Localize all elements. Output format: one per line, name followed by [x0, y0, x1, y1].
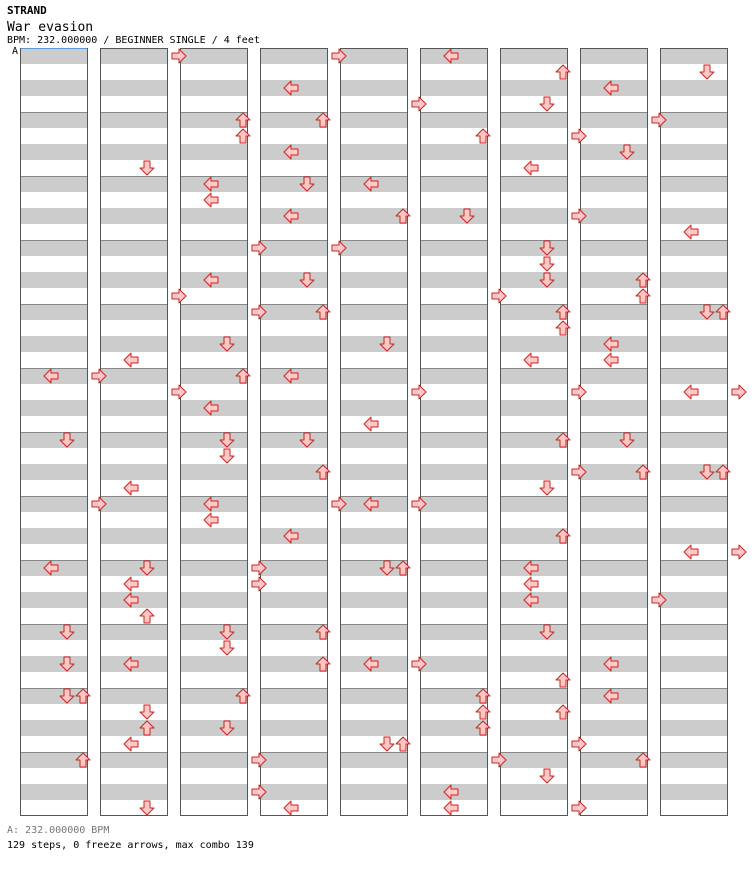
beat-stripe	[420, 368, 488, 384]
beat-stripe	[340, 336, 408, 352]
beat-stripe	[340, 48, 408, 64]
beat-stripe	[100, 432, 168, 448]
chart-column	[420, 48, 488, 816]
beat-stripe	[260, 784, 328, 800]
beat-stripe	[500, 464, 568, 480]
beat-stripe	[180, 656, 248, 672]
beat-stripe	[20, 304, 88, 320]
beat-stripe	[20, 464, 88, 480]
chart-column	[340, 48, 408, 816]
beat-stripe	[100, 496, 168, 512]
beat-stripe	[340, 624, 408, 640]
beat-stripe	[20, 592, 88, 608]
beat-stripe	[340, 688, 408, 704]
beat-stripe	[580, 240, 648, 256]
beat-stripe	[100, 720, 168, 736]
beat-stripe	[420, 176, 488, 192]
beat-stripe	[100, 528, 168, 544]
beat-stripe	[660, 80, 728, 96]
beat-stripe	[420, 272, 488, 288]
beat-stripe	[20, 656, 88, 672]
beat-stripe	[660, 272, 728, 288]
bpm-marker-line	[21, 48, 87, 49]
beat-stripe	[420, 400, 488, 416]
beat-stripe	[660, 752, 728, 768]
beat-stripe	[420, 560, 488, 576]
beat-stripe	[660, 688, 728, 704]
beat-stripe	[660, 208, 728, 224]
beat-stripe	[20, 432, 88, 448]
beat-stripe	[500, 240, 568, 256]
beat-stripe	[580, 592, 648, 608]
beat-stripe	[20, 336, 88, 352]
chart-summary: 129 steps, 0 freeze arrows, max combo 139	[7, 840, 254, 851]
beat-stripe	[420, 592, 488, 608]
chart-column	[100, 48, 168, 816]
beat-stripe	[20, 112, 88, 128]
beat-stripe	[500, 400, 568, 416]
beat-stripe	[20, 240, 88, 256]
beat-stripe	[500, 688, 568, 704]
beat-stripe	[100, 336, 168, 352]
beat-stripe	[340, 368, 408, 384]
beat-stripe	[260, 432, 328, 448]
beat-stripe	[180, 336, 248, 352]
beat-stripe	[100, 80, 168, 96]
beat-stripe	[260, 720, 328, 736]
beat-stripe	[500, 336, 568, 352]
beat-stripe	[180, 560, 248, 576]
beat-stripe	[420, 656, 488, 672]
beat-stripe	[660, 784, 728, 800]
beat-stripe	[180, 784, 248, 800]
beat-stripe	[340, 432, 408, 448]
beat-stripe	[20, 144, 88, 160]
beat-stripe	[260, 176, 328, 192]
beat-stripe	[20, 48, 88, 64]
beat-stripe	[20, 208, 88, 224]
beat-stripe	[660, 496, 728, 512]
bpm-legend: A: 232.000000 BPM	[7, 825, 110, 836]
beat-stripe	[260, 592, 328, 608]
beat-stripe	[20, 528, 88, 544]
beat-stripe	[420, 80, 488, 96]
beat-stripe	[500, 752, 568, 768]
beat-stripe	[260, 496, 328, 512]
beat-stripe	[340, 720, 408, 736]
beat-stripe	[180, 208, 248, 224]
beat-stripe	[660, 144, 728, 160]
beat-stripe	[500, 368, 568, 384]
beat-stripe	[260, 240, 328, 256]
beat-stripe	[340, 400, 408, 416]
beat-stripe	[660, 48, 728, 64]
beat-stripe	[20, 496, 88, 512]
chart-column	[660, 48, 728, 816]
beat-stripe	[420, 208, 488, 224]
beat-stripe	[580, 208, 648, 224]
beat-stripe	[100, 272, 168, 288]
beat-stripe	[20, 624, 88, 640]
song-title: War evasion	[7, 20, 94, 35]
beat-stripe	[660, 240, 728, 256]
beat-stripe	[660, 592, 728, 608]
beat-stripe	[660, 528, 728, 544]
beat-stripe	[20, 784, 88, 800]
beat-stripe	[340, 144, 408, 160]
beat-stripe	[660, 624, 728, 640]
beat-stripe	[420, 240, 488, 256]
beat-stripe	[660, 176, 728, 192]
beat-stripe	[580, 112, 648, 128]
beat-stripe	[660, 656, 728, 672]
chart-column	[500, 48, 568, 816]
artist-name: STRAND	[7, 4, 47, 17]
beat-stripe	[500, 176, 568, 192]
beat-stripe	[660, 432, 728, 448]
beat-stripe	[260, 336, 328, 352]
beat-stripe	[100, 624, 168, 640]
beat-stripe	[340, 304, 408, 320]
beat-stripe	[260, 400, 328, 416]
bpm-marker-label: A	[12, 46, 19, 57]
beat-stripe	[340, 464, 408, 480]
beat-stripe	[180, 144, 248, 160]
beat-stripe	[660, 368, 728, 384]
beat-stripe	[260, 272, 328, 288]
beat-stripe	[340, 752, 408, 768]
beat-stripe	[340, 784, 408, 800]
beat-stripe	[100, 784, 168, 800]
chart-info: BPM: 232.000000 / BEGINNER SINGLE / 4 feet	[7, 35, 260, 46]
beat-stripe	[580, 528, 648, 544]
beat-stripe	[260, 752, 328, 768]
beat-stripe	[180, 464, 248, 480]
beat-stripe	[580, 304, 648, 320]
beat-stripe	[580, 720, 648, 736]
beat-stripe	[180, 624, 248, 640]
beat-stripe	[500, 784, 568, 800]
beat-stripe	[340, 272, 408, 288]
beat-stripe	[100, 112, 168, 128]
beat-stripe	[580, 144, 648, 160]
beat-stripe	[500, 48, 568, 64]
beat-stripe	[500, 656, 568, 672]
beat-stripe	[180, 720, 248, 736]
beat-stripe	[100, 368, 168, 384]
beat-stripe	[100, 208, 168, 224]
beat-stripe	[260, 688, 328, 704]
step-arrow-right	[732, 385, 746, 399]
beat-stripe	[180, 752, 248, 768]
chart-column	[20, 48, 88, 816]
beat-stripe	[660, 336, 728, 352]
beat-stripe	[100, 304, 168, 320]
step-arrow-right	[732, 545, 746, 559]
beat-stripe	[180, 432, 248, 448]
beat-stripe	[100, 144, 168, 160]
beat-stripe	[340, 112, 408, 128]
beat-stripe	[340, 528, 408, 544]
beat-stripe	[500, 208, 568, 224]
beat-stripe	[580, 624, 648, 640]
beat-stripe	[500, 272, 568, 288]
beat-stripe	[580, 400, 648, 416]
beat-stripe	[100, 400, 168, 416]
beat-stripe	[100, 464, 168, 480]
beat-stripe	[100, 560, 168, 576]
beat-stripe	[420, 112, 488, 128]
beat-stripe	[580, 48, 648, 64]
beat-stripe	[180, 240, 248, 256]
beat-stripe	[100, 176, 168, 192]
beat-stripe	[180, 592, 248, 608]
beat-stripe	[500, 624, 568, 640]
chart-column	[180, 48, 248, 816]
beat-stripe	[340, 592, 408, 608]
beat-stripe	[420, 432, 488, 448]
beat-stripe	[500, 80, 568, 96]
beat-stripe	[180, 528, 248, 544]
beat-stripe	[420, 752, 488, 768]
beat-stripe	[180, 304, 248, 320]
chart-column	[260, 48, 328, 816]
beat-stripe	[500, 720, 568, 736]
beat-stripe	[100, 48, 168, 64]
beat-stripe	[420, 496, 488, 512]
beat-stripe	[180, 48, 248, 64]
beat-stripe	[20, 400, 88, 416]
beat-stripe	[580, 560, 648, 576]
beat-stripe	[420, 464, 488, 480]
beat-stripe	[660, 400, 728, 416]
beat-stripe	[580, 496, 648, 512]
beat-stripe	[20, 272, 88, 288]
beat-stripe	[20, 80, 88, 96]
beat-stripe	[340, 240, 408, 256]
beat-stripe	[420, 624, 488, 640]
beat-stripe	[660, 112, 728, 128]
chart-columns	[20, 48, 728, 816]
beat-stripe	[500, 496, 568, 512]
beat-stripe	[420, 144, 488, 160]
beat-stripe	[260, 560, 328, 576]
beat-stripe	[580, 176, 648, 192]
beat-stripe	[420, 528, 488, 544]
beat-stripe	[580, 432, 648, 448]
beat-stripe	[580, 368, 648, 384]
beat-stripe	[100, 752, 168, 768]
beat-stripe	[20, 720, 88, 736]
beat-stripe	[420, 336, 488, 352]
beat-stripe	[500, 144, 568, 160]
beat-stripe	[500, 112, 568, 128]
beat-stripe	[420, 304, 488, 320]
beat-stripe	[180, 80, 248, 96]
beat-stripe	[580, 784, 648, 800]
beat-stripe	[260, 48, 328, 64]
beat-stripe	[660, 720, 728, 736]
beat-stripe	[340, 80, 408, 96]
beat-stripe	[100, 688, 168, 704]
beat-stripe	[100, 240, 168, 256]
beat-stripe	[660, 560, 728, 576]
chart-column	[580, 48, 648, 816]
beat-stripe	[20, 176, 88, 192]
